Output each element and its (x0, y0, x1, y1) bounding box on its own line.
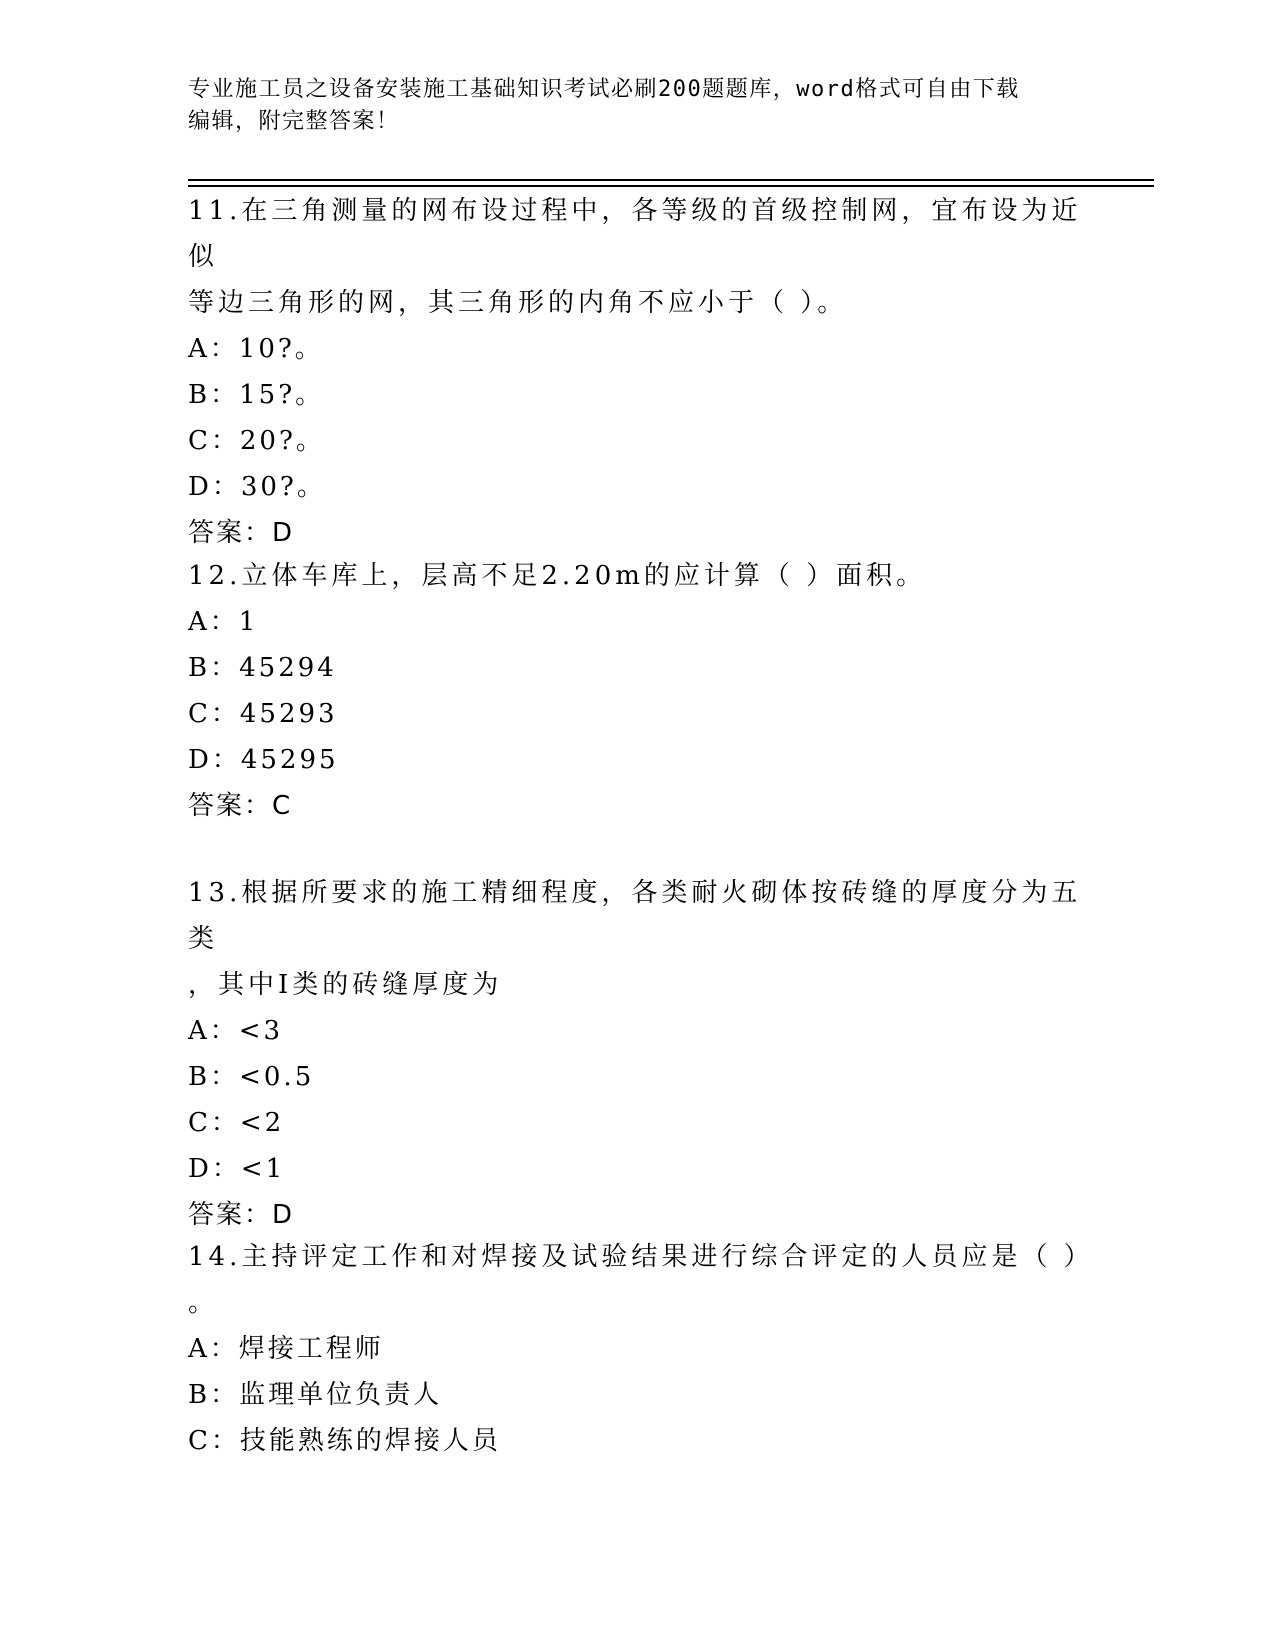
option-b: B：45294 (188, 653, 337, 683)
answer-key: 答案：D (188, 518, 295, 548)
option-c: C：技能熟练的焊接人员 (188, 1426, 501, 1456)
header-divider-top (188, 179, 1154, 181)
question-stem-line: ，其中Ⅰ类的砖缝厚度为 (188, 970, 503, 1000)
question-stem-line: 14.主持评定工作和对焊接及试验结果进行综合评定的人员应是（ ） (188, 1242, 1094, 1272)
header-title-line-2: 编辑，附完整答案！ (188, 109, 400, 134)
question-stem-line: 11.在三角测量的网布设过程中，各等级的首级控制网，宜布设为近似 (188, 196, 1082, 272)
question-stem-line: 12.立体车库上，层高不足2.20m的应计算（ ）面积。 (188, 561, 927, 591)
option-c: C：20?。 (188, 426, 325, 456)
question-13 (188, 870, 1088, 1238)
option-c: C：<2 (188, 1108, 285, 1138)
question-stem-line: 13.根据所要求的施工精细程度，各类耐火砌体按砖缝的厚度分为五类 (188, 878, 1082, 954)
option-b: B：15?。 (188, 380, 325, 410)
option-d: D：45295 (188, 745, 339, 775)
document-header (188, 74, 1068, 138)
option-d: D：30?。 (188, 472, 326, 502)
question-stem-line: 等边三角形的网，其三角形的内角不应小于（ ）。 (188, 288, 848, 318)
option-a: A：<3 (188, 1016, 284, 1046)
question-14 (188, 1234, 1094, 1464)
option-b: B：<0.5 (188, 1062, 315, 1092)
question-stem (188, 870, 1088, 1008)
option-a: A：1 (188, 607, 259, 637)
question-11 (188, 188, 1088, 556)
option-b: B：监理单位负责人 (188, 1380, 443, 1410)
question-stem-line: 。 (188, 1288, 219, 1318)
question-stem (188, 1234, 1094, 1326)
option-a: A：焊接工程师 (188, 1334, 384, 1364)
option-a: A：10?。 (188, 334, 324, 364)
option-c: C：45293 (188, 699, 338, 729)
header-title-line-1: 专业施工员之设备安装施工基础知识考试必刷200题题库，word格式可自由下载 (188, 77, 1020, 102)
answer-key: 答案：D (188, 1200, 295, 1230)
question-12 (188, 553, 1088, 829)
question-stem (188, 553, 1088, 599)
question-stem (188, 188, 1088, 326)
option-d: D：<1 (188, 1154, 286, 1184)
answer-key: 答案：C (188, 791, 293, 821)
header-divider-bottom (188, 185, 1154, 187)
